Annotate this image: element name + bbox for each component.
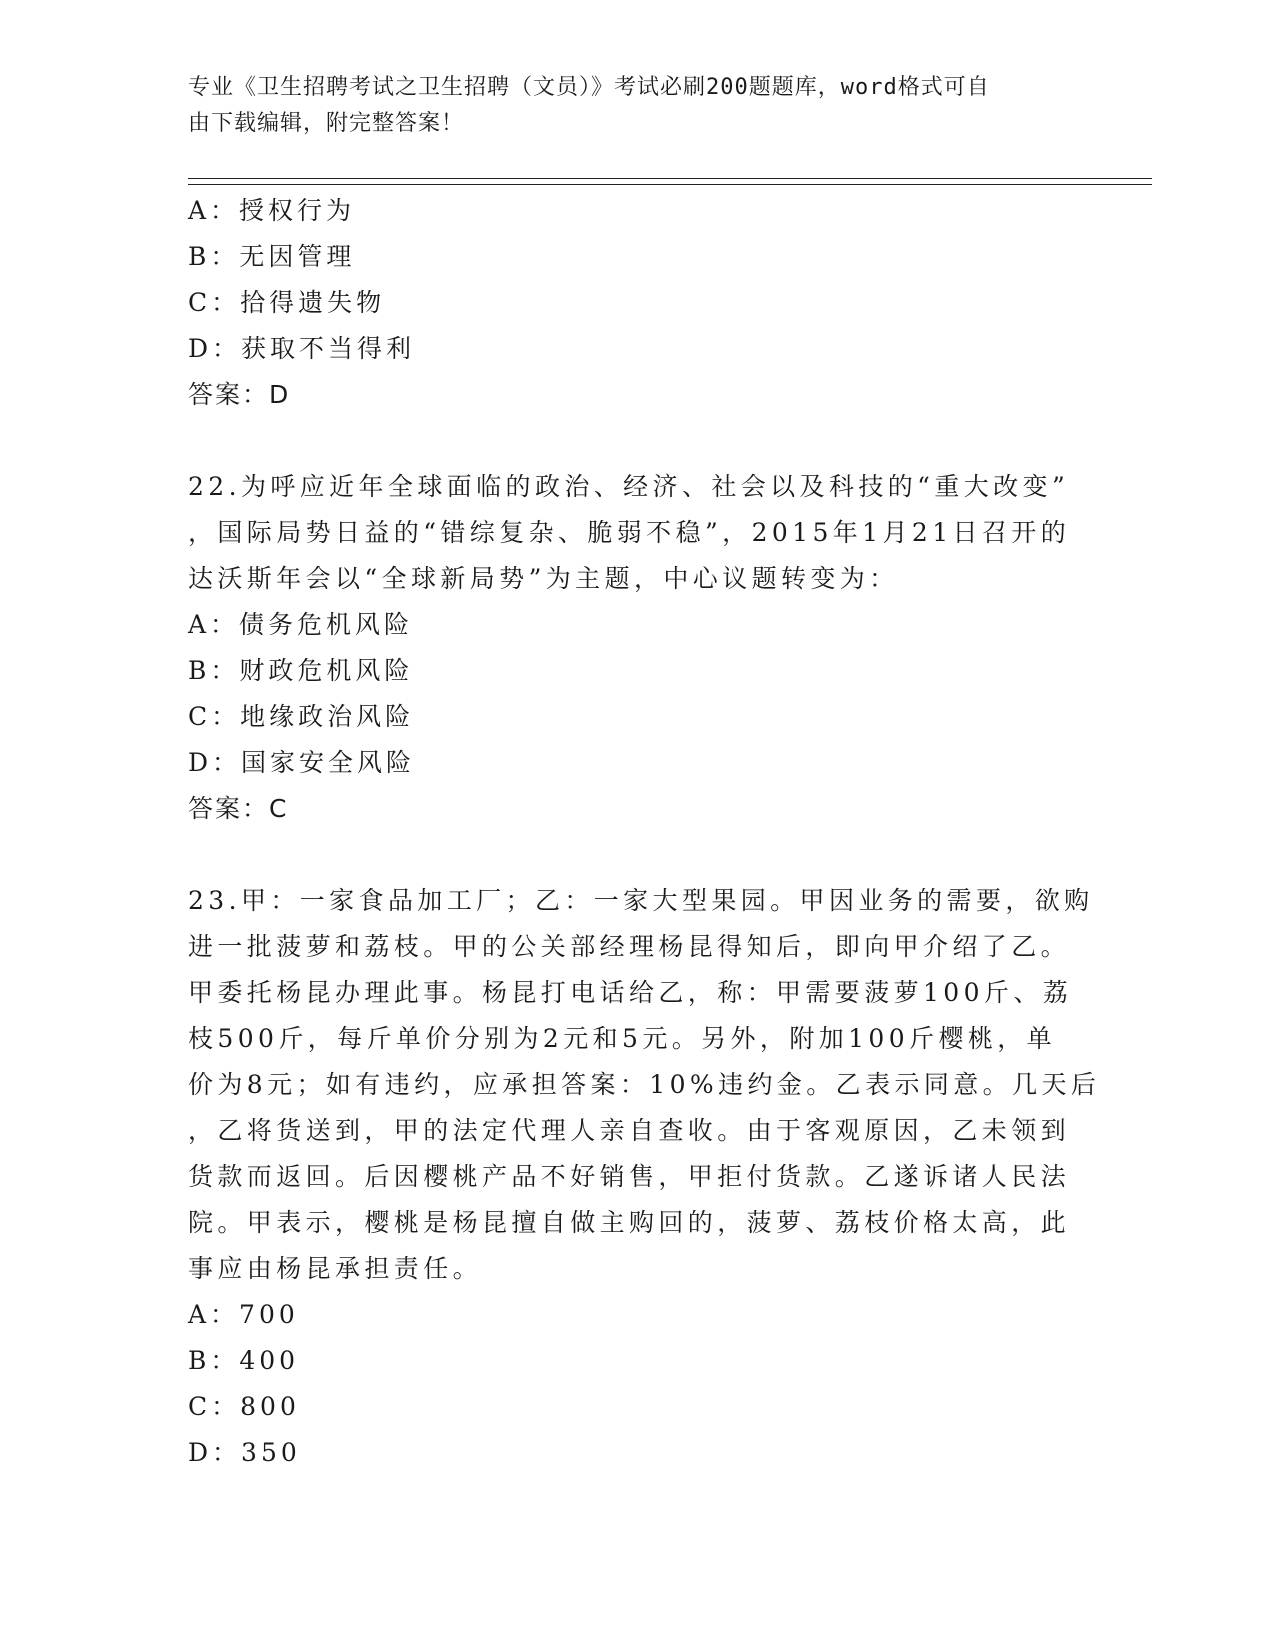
spacer bbox=[188, 832, 1088, 878]
header-line-2: 由下载编辑，附完整答案！ bbox=[188, 111, 465, 136]
question-content bbox=[188, 188, 1101, 1476]
stem-line: ，乙将货送到，甲的法定代理人亲自查收。由于客观原因，乙未领到 bbox=[188, 1116, 1071, 1145]
option-d: D：获取不当得利 bbox=[188, 334, 416, 363]
question-21 bbox=[188, 188, 1088, 418]
header-line-1: 专业《卫生招聘考试之卫生招聘（文员）》考试必刷200题题库，word格式可自 bbox=[188, 75, 990, 100]
answer-line: 答案：C bbox=[188, 794, 289, 823]
stem-line: 进一批菠萝和荔枝。甲的公关部经理杨昆得知后，即向甲介绍了乙。 bbox=[188, 932, 1071, 961]
option-b: B：400 bbox=[188, 1346, 300, 1375]
option-c: C：拾得遗失物 bbox=[188, 288, 386, 317]
question-23 bbox=[188, 878, 1101, 1476]
stem-line: 达沃斯年会以“全球新局势”为主题，中心议题转变为： bbox=[188, 564, 899, 593]
option-d: D：350 bbox=[188, 1438, 301, 1467]
stem-line: ，国际局势日益的“错综复杂、脆弱不稳”，2015年1月21日召开的 bbox=[188, 518, 1071, 547]
stem-line: 枝500斤，每斤单价分别为2元和5元。另外，附加100斤樱桃，单 bbox=[188, 1024, 1057, 1053]
stem-line: 院。甲表示，樱桃是杨昆擅自做主购回的，菠萝、荔枝价格太高，此 bbox=[188, 1208, 1071, 1237]
option-c: C：地缘政治风险 bbox=[188, 702, 415, 731]
option-b: B：财政危机风险 bbox=[188, 656, 414, 685]
question-stem bbox=[188, 878, 1101, 1292]
option-c: C：800 bbox=[188, 1392, 300, 1421]
option-b: B：无因管理 bbox=[188, 242, 356, 271]
answer-line: 答案：D bbox=[188, 380, 291, 409]
stem-line: 甲委托杨昆办理此事。杨昆打电话给乙，称：甲需要菠萝100斤、荔 bbox=[188, 978, 1073, 1007]
question-stem bbox=[188, 464, 1088, 602]
option-a: A：债务危机风险 bbox=[188, 610, 414, 639]
question-22 bbox=[188, 464, 1088, 832]
spacer bbox=[188, 418, 1088, 464]
stem-line: 事应由杨昆承担责任。 bbox=[188, 1254, 483, 1283]
stem-line: 22.为呼应近年全球面临的政治、经济、社会以及科技的“重大改变” bbox=[188, 472, 1070, 501]
option-a: A：授权行为 bbox=[188, 196, 356, 225]
stem-line: 价为8元；如有违约，应承担答案：10%违约金。乙表示同意。几天后 bbox=[188, 1070, 1101, 1099]
stem-line: 23.甲：一家食品加工厂；乙：一家大型果园。甲因业务的需要，欲购 bbox=[188, 886, 1094, 915]
header-divider-bottom bbox=[188, 184, 1152, 185]
option-a: A：700 bbox=[188, 1300, 299, 1329]
stem-line: 货款而返回。后因樱桃产品不好销售，甲拒付货款。乙遂诉诸人民法 bbox=[188, 1162, 1071, 1191]
option-d: D：国家安全风险 bbox=[188, 748, 416, 777]
document-header bbox=[188, 70, 1068, 142]
header-divider-top bbox=[188, 178, 1152, 179]
